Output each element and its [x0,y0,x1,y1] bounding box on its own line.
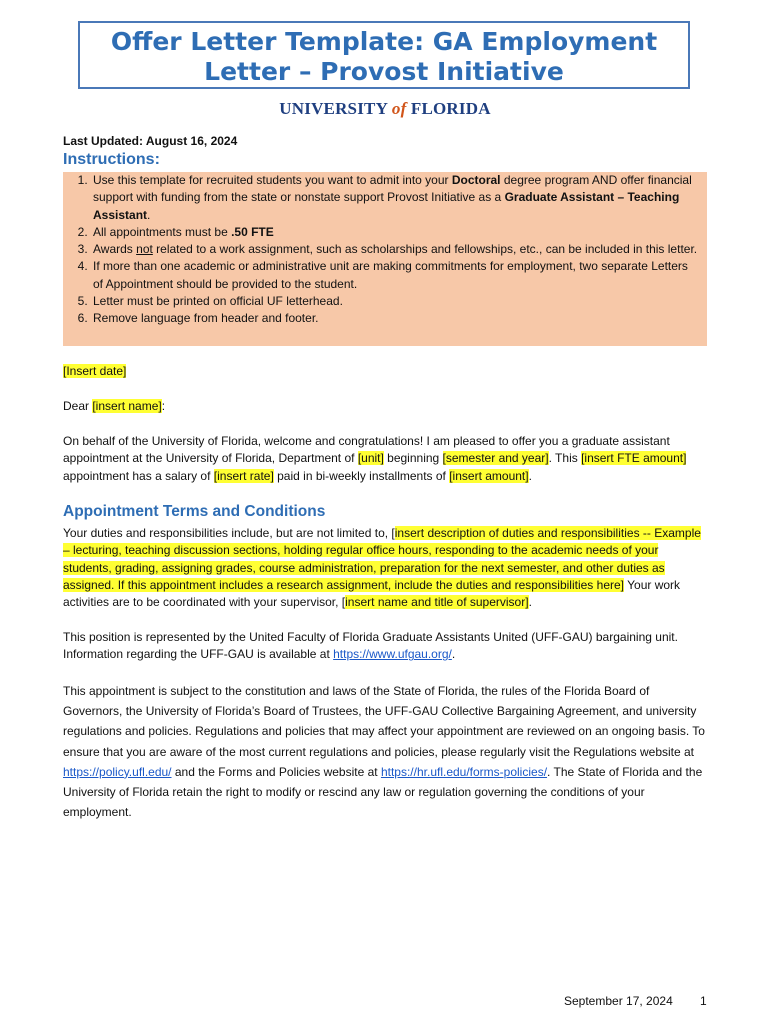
page-number: 1 [700,994,707,1008]
instruction-item: 1. Use this template for recruited students you want to admit into your Doctoral degree program AND offer financial support with funding from the state or nonstate support Provost Initiative as a Graduate Assistant – Teaching Assistant. [91,172,701,224]
instruction-item: 5. Letter must be printed on official UF letterhead. [91,293,701,310]
title-line-2: Letter – Provost Initiative [204,57,564,86]
policy-link[interactable]: https://policy.ufl.edu/ [63,764,172,779]
hr-forms-link[interactable]: https://hr.ufl.edu/forms-policies/ [380,764,548,779]
regulations-paragraph: This appointment is subject to the constitution and laws of the State of Florida, the rules of the Florida Board of Governors, the University of Florida’s Board of Trustees, the UFF-GAU Collective Bargaining Agreement, and university regulations and policies. Regulations and policies that may affect your appointment are reviewed on an ongoing basis. To ensure that you are aware of the most current regulations and policies, please regularly visit the Regulations website at https://policy.ufl.edu/ and the Forms and Policies website at https://hr.ufl.edu/forms-policies/. The State of Florida and the University of Florida retain the right to modify or rescind any law or regulation governing the conditions of your employment. [63,684,705,820]
title-line-1: Offer Letter Template: GA Employment [110,27,658,56]
instruction-item: 4. If more than one academic or administrative unit are making commitments for employment, two separate Letters of Appointment should be provided to the student. [91,258,701,293]
document-title [78,21,690,89]
instructions-heading: Instructions: [63,151,160,168]
footer-date: September 17, 2024 [564,994,673,1008]
intro-paragraph: On behalf of the University of Florida, welcome and congratulations! I am pleased to offer you a graduate assistant appointment at the University of Florida, Department of [unit] beginning [semester and year]. This [insert FTE amount] appointment has a salary of [insert rate] paid in bi-weekly installments of [insert amount]. [63,434,687,483]
instruction-item: 6. Remove language from header and footer. [91,310,701,327]
duties-paragraph: Your duties and responsibilities include, but are not limited to, [insert description of duties and responsibilities -- Example – lecturing, teaching discussion sections, holding regular office hours, responding to the academic needs of your students, grading, assigning grades, course administration, preparation for the next semester, and other duties as assigned. If this appointment includes a research assignment, include the duties and responsibilities here] Your work activities are to be coordinated with your supervisor, [insert name and title of supervisor]. [63,526,701,610]
instruction-item: 2. All appointments must be .50 FTE [91,224,701,241]
university-logo: UNIVERSITY of FLORIDA [279,99,491,118]
instructions-box [63,172,707,346]
instruction-item: 3. Awards not related to a work assignment, such as scholarships and fellowships, etc., can be included in this letter. [91,241,701,258]
union-paragraph: This position is represented by the United Faculty of Florida Graduate Assistants United (UFF-GAU) bargaining unit. Information regarding the UFF-GAU is available at https://www.ufgau.org/. [63,630,678,662]
instructions-list [63,172,707,328]
salutation: Dear [insert name]: [63,399,166,413]
terms-heading: Appointment Terms and Conditions [63,503,326,520]
last-updated: Last Updated: August 16, 2024 [63,134,238,148]
ufgau-link[interactable]: https://www.ufgau.org/ [333,647,452,662]
insert-date: [Insert date] [63,364,127,378]
